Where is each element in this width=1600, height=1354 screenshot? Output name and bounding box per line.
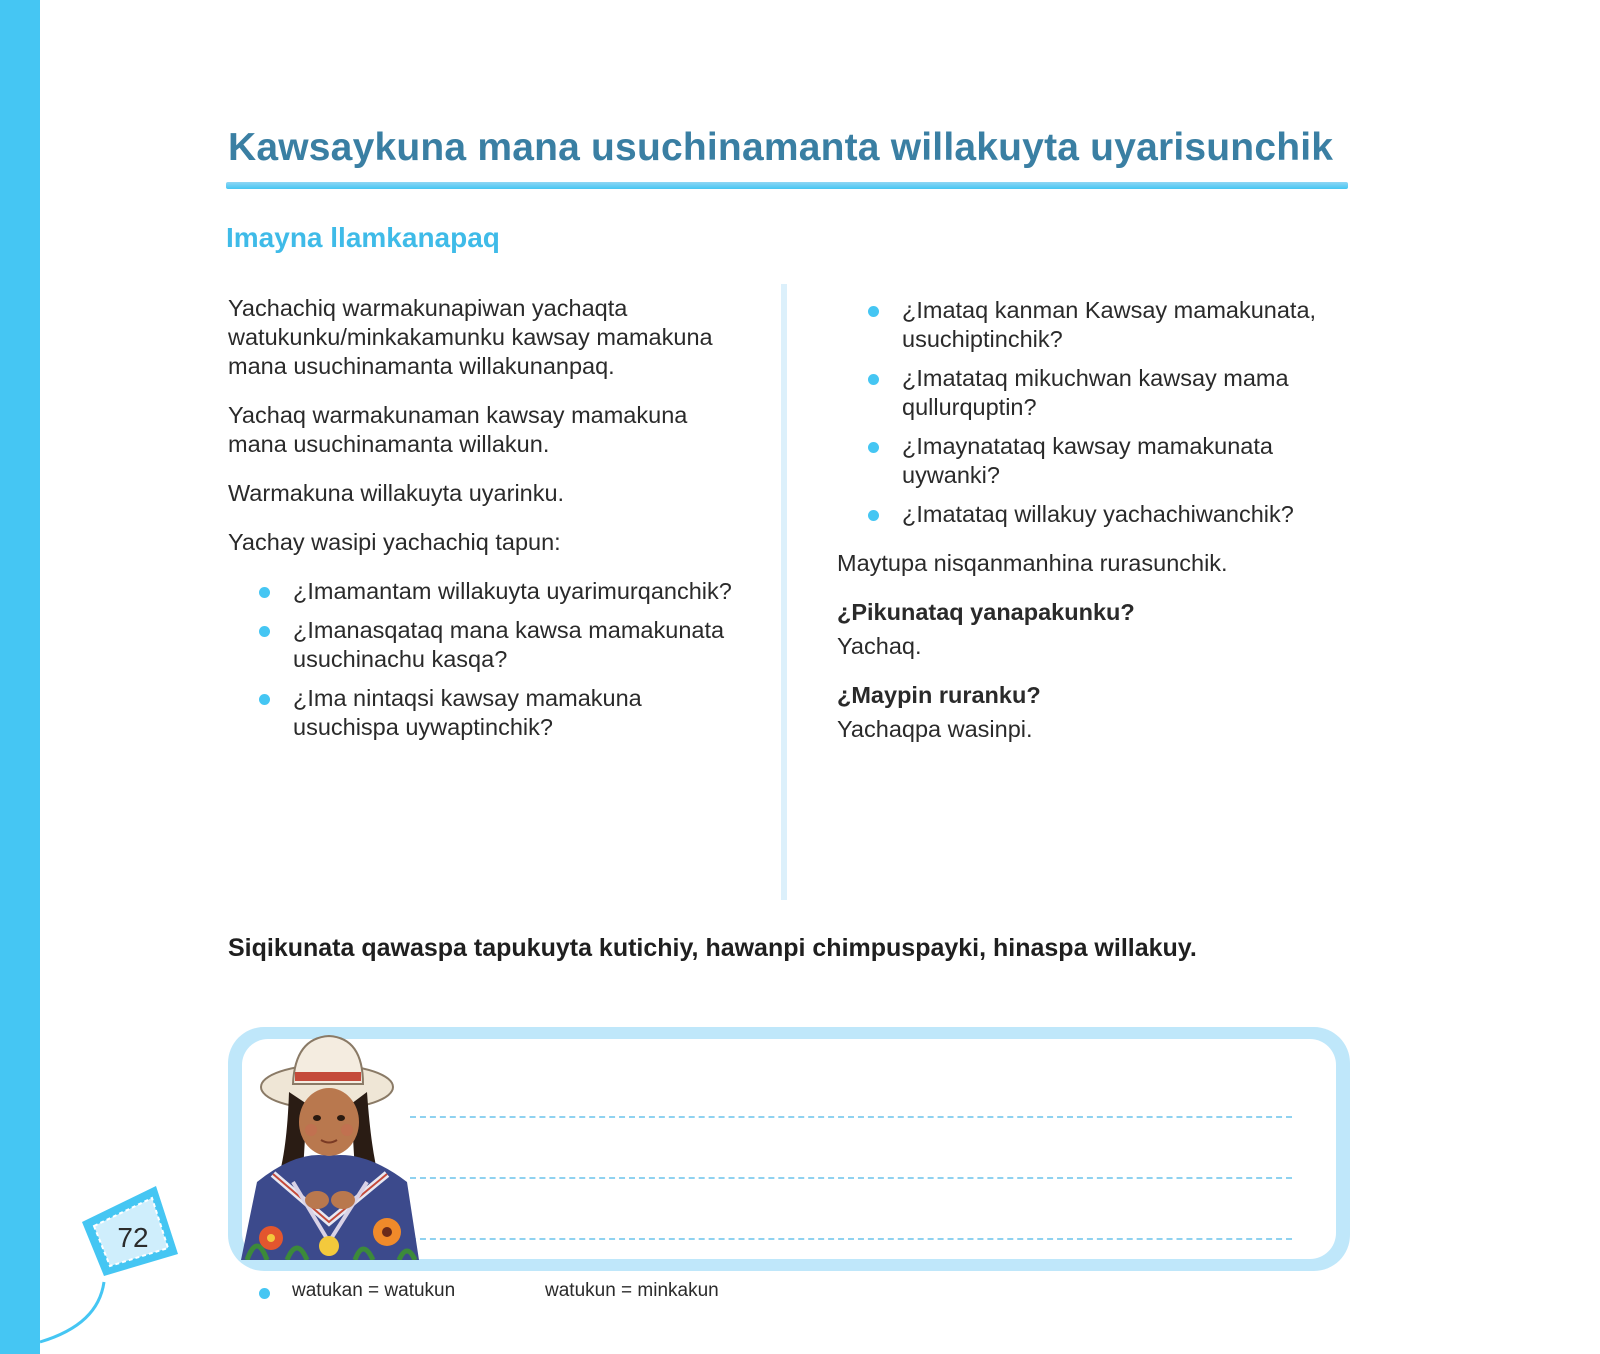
list-item (293, 616, 748, 674)
question-text: ¿Imaynatataq kawsay mamakunata uywanki? (902, 433, 1273, 488)
writing-line[interactable] (410, 1116, 1292, 1118)
paragraph: Yachachiq warmakunapiwan yachaqta watukunku/minkakamunku kawsay mamakuna mana usuchinamanta willakunanpaq. (228, 295, 713, 379)
list-item (293, 684, 748, 742)
list-item (293, 577, 748, 606)
left-column (228, 294, 748, 752)
help-answer: Yachaq. (837, 633, 922, 659)
section-subtitle: Imayna llamkanapaq (226, 222, 500, 253)
paragraph: Yachay wasipi yachachiq tapun: (228, 529, 561, 555)
column-divider (781, 284, 787, 900)
bullet-icon (259, 694, 270, 705)
bullet-icon (259, 1288, 270, 1299)
question-text: ¿Imatataq willakuy yachachiwanchik? (902, 501, 1294, 527)
paragraph: Yachaq warmakunaman kawsay mamakuna mana usuchinamanta willakun. (228, 402, 688, 457)
decoration-swoosh (0, 0, 260, 1354)
writing-instruction: Siqikunata qawaspa tapukuyta kutichiy, hawanpi chimpuspayki, hinaspa willakuy. (228, 934, 1197, 962)
bullet-icon (868, 374, 879, 385)
writing-line[interactable] (410, 1238, 1292, 1240)
where-answer: Yachaqpa wasinpi. (837, 716, 1033, 742)
question-text: ¿Imanasqataq mana kawsa mamakunata usuchinachu kasqa? (293, 617, 725, 672)
paragraph: Warmakuna willakuyta uyarinku. (228, 480, 565, 506)
footnote: watukan = watukun (292, 1280, 456, 1301)
page-title: Kawsaykuna mana usuchinamanta willakuyta uyarisunchik (228, 126, 1334, 169)
writing-line[interactable] (410, 1177, 1292, 1179)
help-question: ¿Pikunataq yanapakunku? (837, 599, 1135, 625)
question-text: ¿Imatataq mikuchwan kawsay mama qullurquptin? (902, 365, 1289, 420)
list-item (902, 500, 1357, 529)
question-text: ¿Imataq kanman Kawsay mamakunata, usuchiptinchik? (902, 297, 1317, 352)
list-item (902, 364, 1357, 422)
where-question: ¿Maypin ruranku? (837, 682, 1041, 708)
bullet-icon (868, 442, 879, 453)
question-text: ¿Ima nintaqsi kawsay mamakuna usuchispa uywaptinchik? (293, 685, 642, 740)
question-text: ¿Imamantam willakuyta uyarimurqanchik? (293, 578, 732, 604)
bullet-icon (868, 306, 879, 317)
bullet-icon (259, 587, 270, 598)
question-list (293, 577, 748, 742)
girl-illustration (237, 1032, 423, 1260)
page-number: 72 (117, 1222, 149, 1253)
right-column (837, 296, 1357, 764)
list-item (902, 432, 1357, 490)
footnote: watukun = minkakun (545, 1280, 719, 1301)
title-underline (226, 182, 1348, 189)
list-item (902, 296, 1357, 354)
bullet-icon (868, 510, 879, 521)
question-list (902, 296, 1357, 529)
closing-text: Maytupa nisqanmanhina rurasunchik. (837, 550, 1228, 576)
bullet-icon (259, 626, 270, 637)
